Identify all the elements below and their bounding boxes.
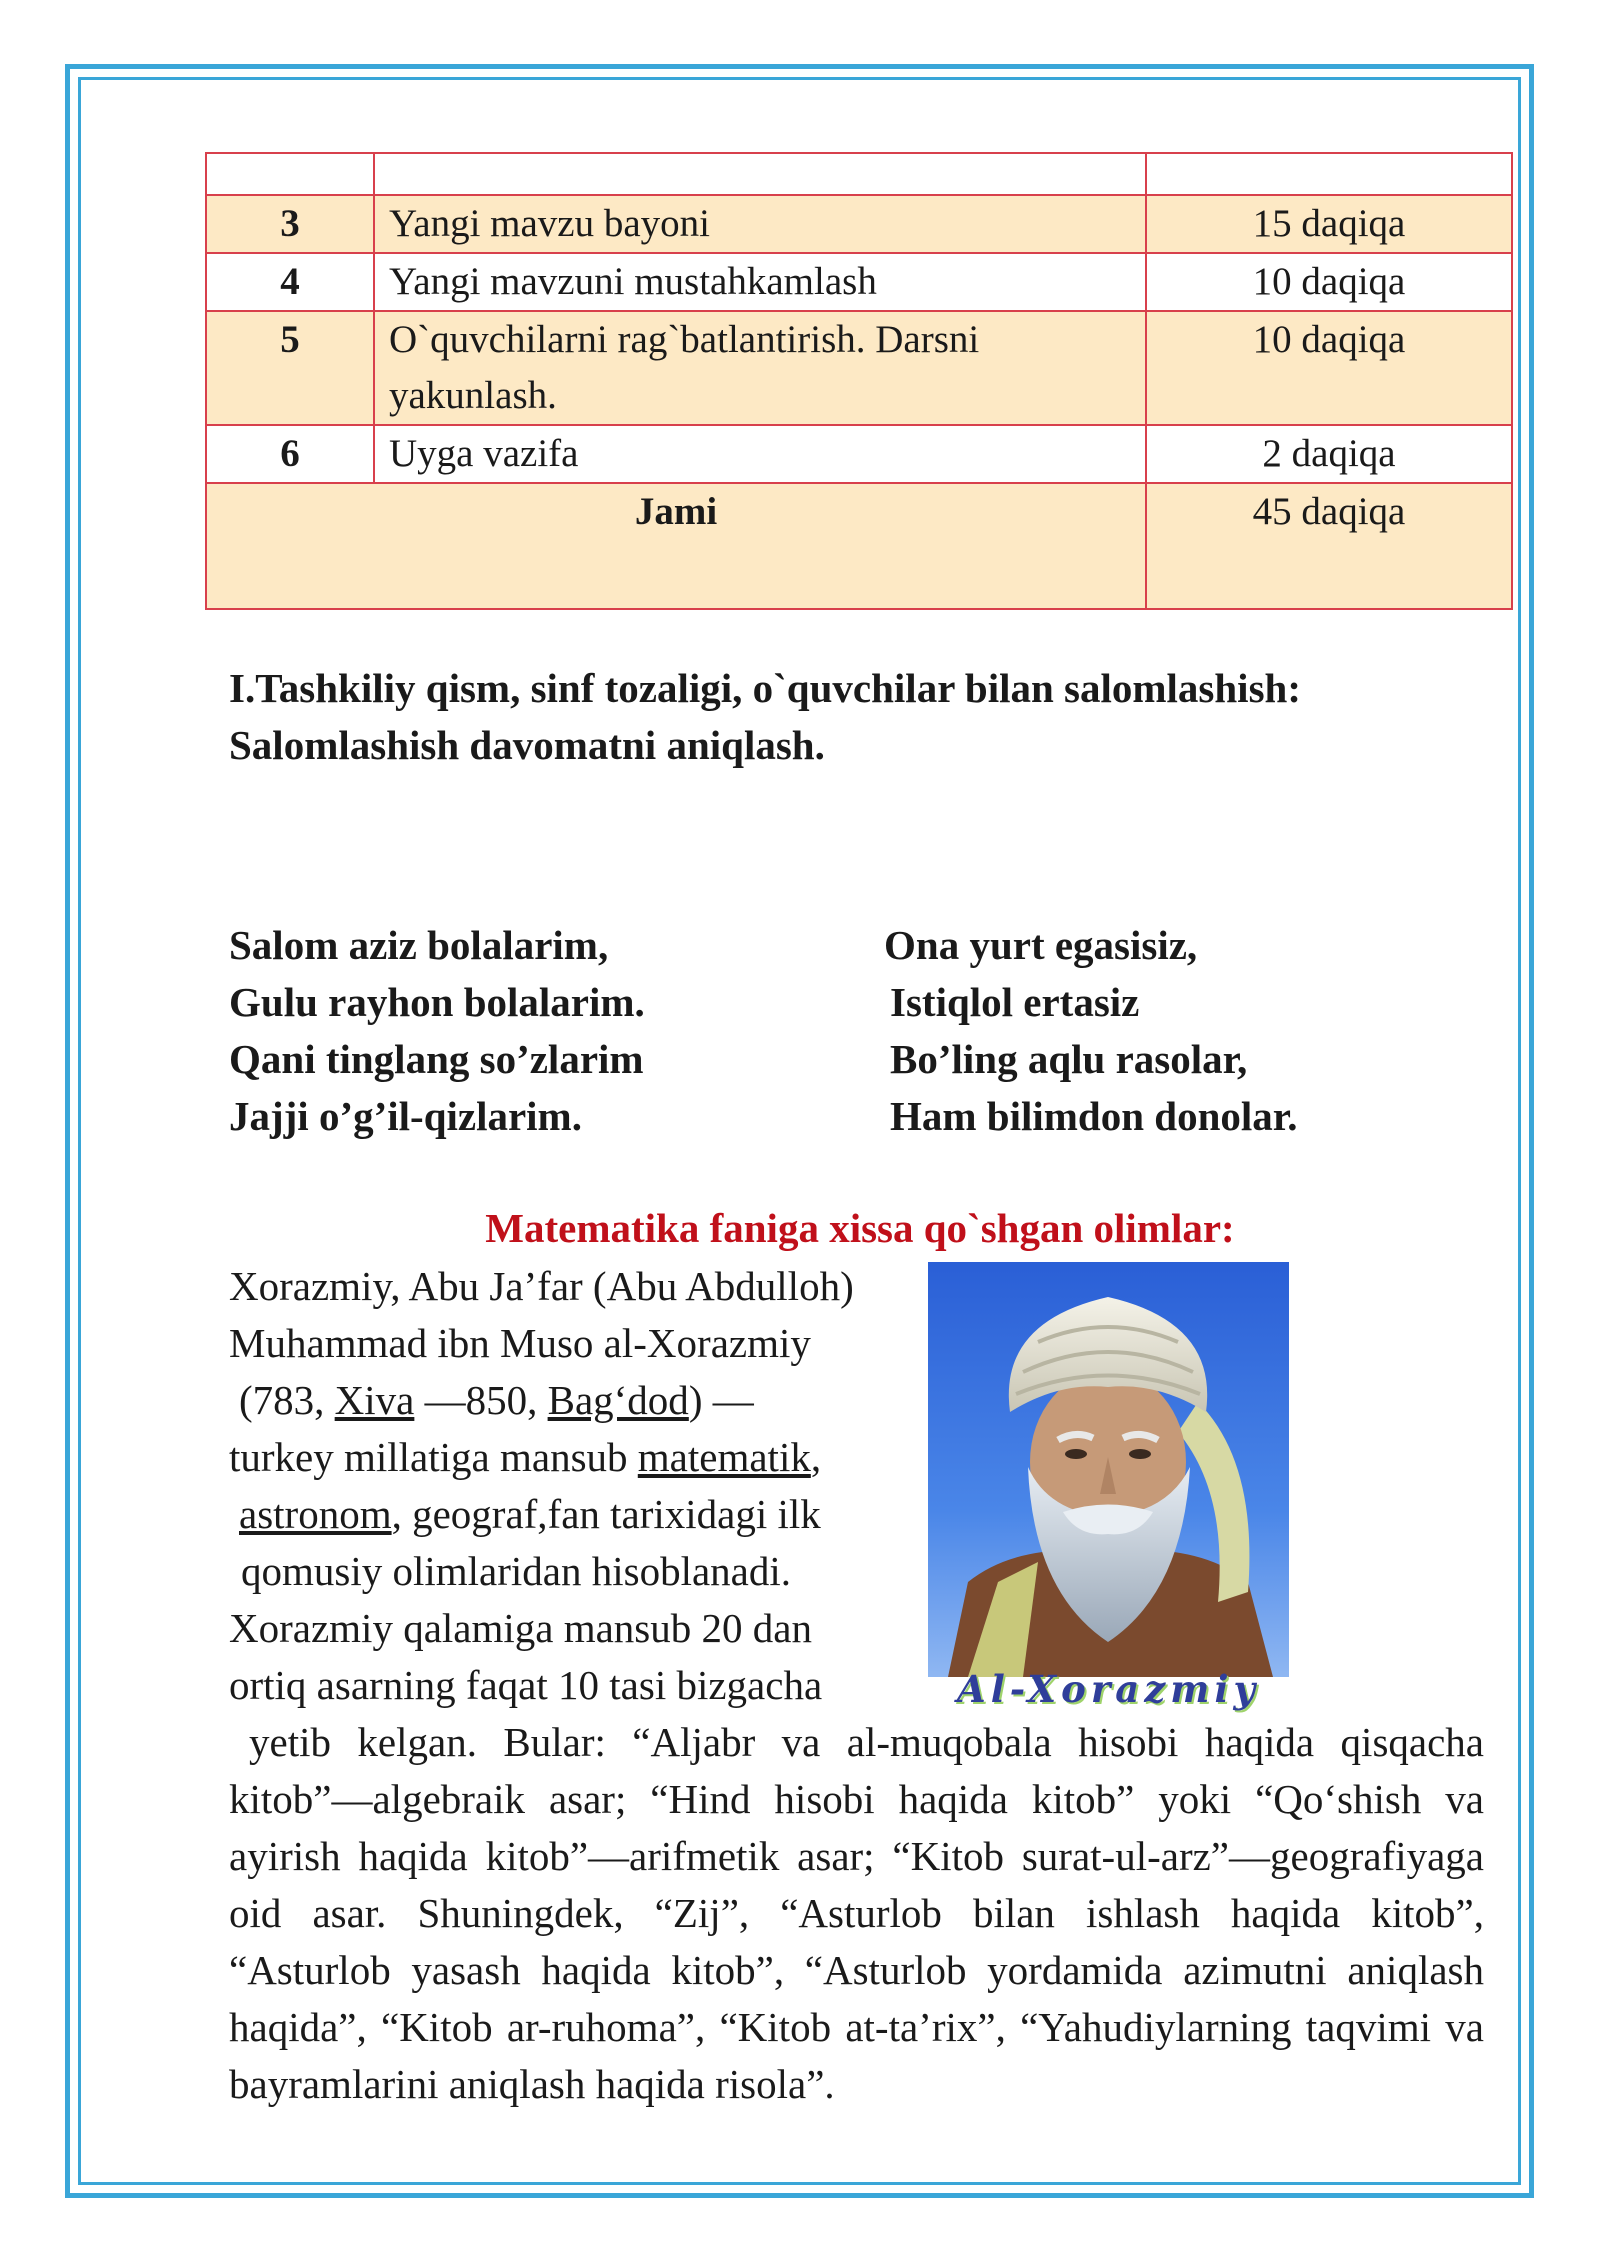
table-total-row (206, 483, 1512, 609)
row-number: 6 (206, 425, 374, 483)
row-activity: Yangi mavzuni mustahkamlash (374, 253, 1146, 311)
table-row (206, 311, 1512, 425)
bio-line: ortiq asarning faqat 10 tasi bizgacha (229, 1662, 823, 1708)
bio-text: (783, (239, 1377, 335, 1423)
poem-line: Istiqlol ertasiz (890, 979, 1140, 1025)
total-time: 45 daqiqa (1146, 483, 1512, 609)
row-number: 5 (206, 311, 374, 425)
bio-line: qomusiy olimlaridan hisoblanadi. (241, 1548, 792, 1594)
row-activity: Yangi mavzu bayoni (374, 195, 1146, 253)
bio-text: ) — (688, 1377, 754, 1423)
row-number: 3 (206, 195, 374, 253)
poem-left-column (229, 917, 645, 1145)
link-bagdod[interactable]: Bag‘dod (547, 1377, 689, 1423)
bio-line (229, 1429, 854, 1486)
bio-text: turkey millatiga mansub (229, 1434, 638, 1480)
bio-line (229, 1372, 854, 1429)
poem-line: Bo’ling aqlu rasolar, (890, 1036, 1248, 1082)
poem-line: Qani tinglang so’zlarim (229, 1036, 644, 1082)
table-header-row (206, 153, 1512, 195)
heading-line: Salomlashish davomatni aniqlash. (229, 722, 825, 768)
poem-line: Jajji o’g’il-qizlarim. (229, 1093, 582, 1139)
biography-paragraph (229, 1714, 1484, 2113)
row-time: 10 daqiqa (1146, 311, 1512, 425)
table-cell (206, 153, 374, 195)
row-time: 15 daqiqa (1146, 195, 1512, 253)
table-cell (374, 153, 1146, 195)
heading-line: I.Tashkiliy qism, sinf tozaligi, o`quvchilar bilan salomlashish: (229, 665, 1301, 711)
organizational-part-heading (229, 660, 1429, 774)
table-row (206, 195, 1512, 253)
poem-right-column (884, 917, 1297, 1145)
al-xorazmiy-portrait (928, 1262, 1289, 1677)
table-row (206, 425, 1512, 483)
bio-line: Xorazmiy, Abu Ja’far (Abu Abdulloh) (229, 1263, 854, 1309)
bio-line: Xorazmiy qalamiga mansub 20 dan (229, 1605, 812, 1651)
bio-text: —850, (414, 1377, 548, 1423)
row-activity: O`quvchilarni rag`batlantirish. Darsni yakunlash. (374, 311, 1146, 425)
row-activity: Uyga vazifa (374, 425, 1146, 483)
poem-line: Ona yurt egasisiz, (884, 922, 1198, 968)
total-label: Jami (206, 483, 1146, 609)
bio-text: , geograf,fan tarixidagi ilk (391, 1491, 821, 1537)
bio-text: , (810, 1434, 822, 1480)
bio-paragraph-text: yetib kelgan. Bular: “Aljabr va al-muqobala hisobi haqida qisqacha kitob”—algebraik asar; “Hind hisobi haqida kitob” yoki “Qo‘shish va ayirish haqida kitob”—arifmetik asar; “Kitob surat-ul-arz”—geografiyaga oid asar. Shuningdek, “Zij”, “Asturlob bilan ishlash haqida kitob”, “Asturlob yasash haqida kitob”, “Asturlob yordamida azimutni aniqlash haqida”, “Kitob ar-ruhoma”, “Kitob at-ta’rix”, “Yahudiylarning taqvimi va bayramlarini aniqlash haqida risola”. (229, 1719, 1484, 2107)
link-matematik[interactable]: matematik (637, 1434, 811, 1480)
biography-intro (229, 1258, 854, 1714)
link-xiva[interactable]: Xiva (334, 1377, 415, 1423)
lesson-schedule-table (205, 152, 1513, 610)
bio-line: Muhammad ibn Muso al-Xorazmiy (229, 1320, 811, 1366)
row-number: 4 (206, 253, 374, 311)
table-row (206, 253, 1512, 311)
row-time: 10 daqiqa (1146, 253, 1512, 311)
bio-line (229, 1486, 854, 1543)
table-cell (1146, 153, 1512, 195)
row-time: 2 daqiqa (1146, 425, 1512, 483)
poem-line: Salom aziz bolalarim, (229, 922, 609, 968)
poem-line: Gulu rayhon bolalarim. (229, 979, 645, 1025)
link-astronom[interactable]: astronom (239, 1491, 392, 1537)
portrait-caption: Al-Xorazmiy (957, 1667, 1260, 1711)
poem-line: Ham bilimdon donolar. (890, 1093, 1298, 1139)
section-title: Matematika faniga xissa qo`shgan olimlar: (485, 1205, 1235, 1251)
